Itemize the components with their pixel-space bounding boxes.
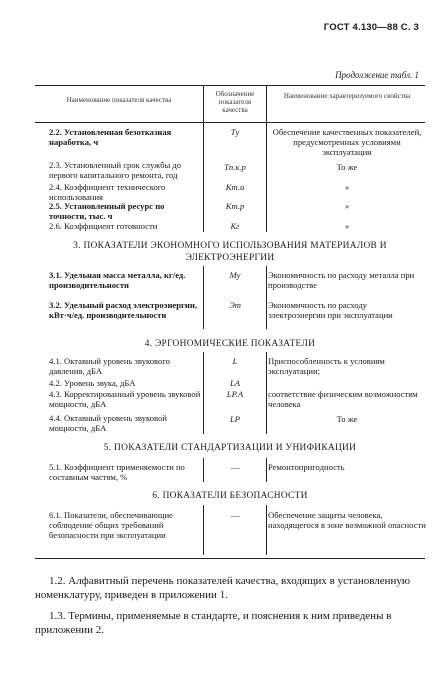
col-header-characteristic: Наименование характеризуемого свойства [283,92,411,100]
table-row-4-2: 4.2. Уровень звука, дБА [49,378,136,388]
table-bottom-rule [35,558,425,559]
table-row-5-1: 5.1. Коэффициент применяемости по составным частям, % [49,462,185,482]
table-row-2-4: 2.4. Коэффициент технического использования [49,182,166,202]
table-row-4-4: 4.4. Октавный уровень звуковой мощности, дБА [49,413,167,433]
table-row-2-3: 2.3. Установленный срок службы до первого капитального ремонта, год [49,160,182,180]
table-row-3-2: 3.2. Удельный расход электроэнергии, кВт·ч/ед. производительности [49,300,197,320]
table-row-3-1: 3.1. Удельная масса металла, кг/ед. производительности [49,270,186,290]
table-row-2-2: 2.2. Установленная безотказная наработка, ч [49,127,172,147]
table-top-rule [35,85,425,86]
section-3-heading: 3. ПОКАЗАТЕЛИ ЭКОНОМНОГО ИСПОЛЬЗОВАНИЯ МАТЕРИАЛОВ И ЭЛЕКТРОЭНЕРГИИ [73,241,387,263]
table-continued-label: Продолжение табл. 1 [335,70,419,80]
col-header-designation: Обозначение показателя качества [215,90,255,114]
table-row-6-1: 6.1. Показатели, обеспечивающие соблюдение общих требований безопасности при эксплуатации [49,510,173,540]
table-row-2-5: 2.5. Установленный ресурс по точности, тыс. ч [49,201,165,221]
table-row-2-6: 2.6. Коэффициент готовности [49,221,158,231]
section-4-heading: 4. ЭРГОНОМИЧЕСКИЕ ПОКАЗАТЕЛИ [144,339,316,349]
document-page: ГОСТ 4.130—88 С. 3 Продолжение табл. 1 Наименование показателя качества Обозначение показателя качества Наименование характеризуемого свойства 2.2. Установленная безотказная наработка, ч Tу Обеспечение качественных показателей, предусмотренных условиями эксплуатации 2.3. Установленный срок службы до первого капитального ремонта, год Tп.к.р То же 2.4. Коэффициент технического использования Kт.и » 2.5. Установленный ресурс по точности, тыс. ч Kт.р » 2.6. Коэффициент готовности Kг » 3. ПОКАЗАТЕЛИ ЭКОНОМНОГО ИСПОЛЬЗОВАНИЯ МАТЕРИАЛОВ И ЭЛЕКТРОЭНЕРГИИ 3.1. Удельная масса металла, кг/ед. производительности Mу Экономичность по расходу металла при производстве 3.2. Удельный расход электроэнергии, кВт·ч/ед. производительности Эт Экономичность по расходу электроэнергии при эксплуатации 4. ЭРГОНОМИЧЕСКИЕ ПОКАЗАТЕЛИ 4.1. Октавный уровень звукового давления, дБА L Приспособленность к условиям эксплуатации; 4.2. Уровень звука, дБА LA 4.3. Корректированный уровень звуковой мощности, дБА LP.A соответствие физическим возможностям человека 4.4. Октавный уровень звуковой мощности, дБА LP То же 5. ПОКАЗАТЕЛИ СТАНДАРТИЗАЦИИ И УНИФИКАЦИИ 5.1. Коэффициент применяемости по составным частям, % — Ремонтопригодность 6. ПОКАЗАТЕЛИ БЕЗОПАСНОСТИ 6.1. Показатели, обеспечивающие соблюдение общих требований безопасности при эксплуатации — Обеспечение защиты человека, находящегося в зоне возможной опасности 1.2. Алфавитный перечень показателей качества, входящих в установленную номенклатуру, приведен в приложении 1. 1.3. Термины, применяемые в стандарте, и пояснения к ним приведены в приложении 2. [0,0,439,677]
paragraph-1-2: 1.2. Алфавитный перечень показателей качества, входящих в установленную номенклатуру, приведен в приложении 1. [35,575,411,601]
table-row-4-3: 4.3. Корректированный уровень звуковой мощности, дБА [49,389,201,409]
standard-code: ГОСТ 4.130—88 С. 3 [323,22,419,33]
paragraph-1-3: 1.3. Термины, применяемые в стандарте, и пояснения к ним приведены в приложении 2. [35,610,392,636]
table-header-rule [35,122,425,123]
table-row-4-1: 4.1. Октавный уровень звукового давления, дБА [49,356,170,376]
col-header-name: Наименование показателя качества [66,96,172,104]
section-5-heading: 5. ПОКАЗАТЕЛИ СТАНДАРТИЗАЦИИ И УНИФИКАЦИИ [103,443,357,453]
section-6-heading: 6. ПОКАЗАТЕЛИ БЕЗОПАСНОСТИ [152,491,308,501]
